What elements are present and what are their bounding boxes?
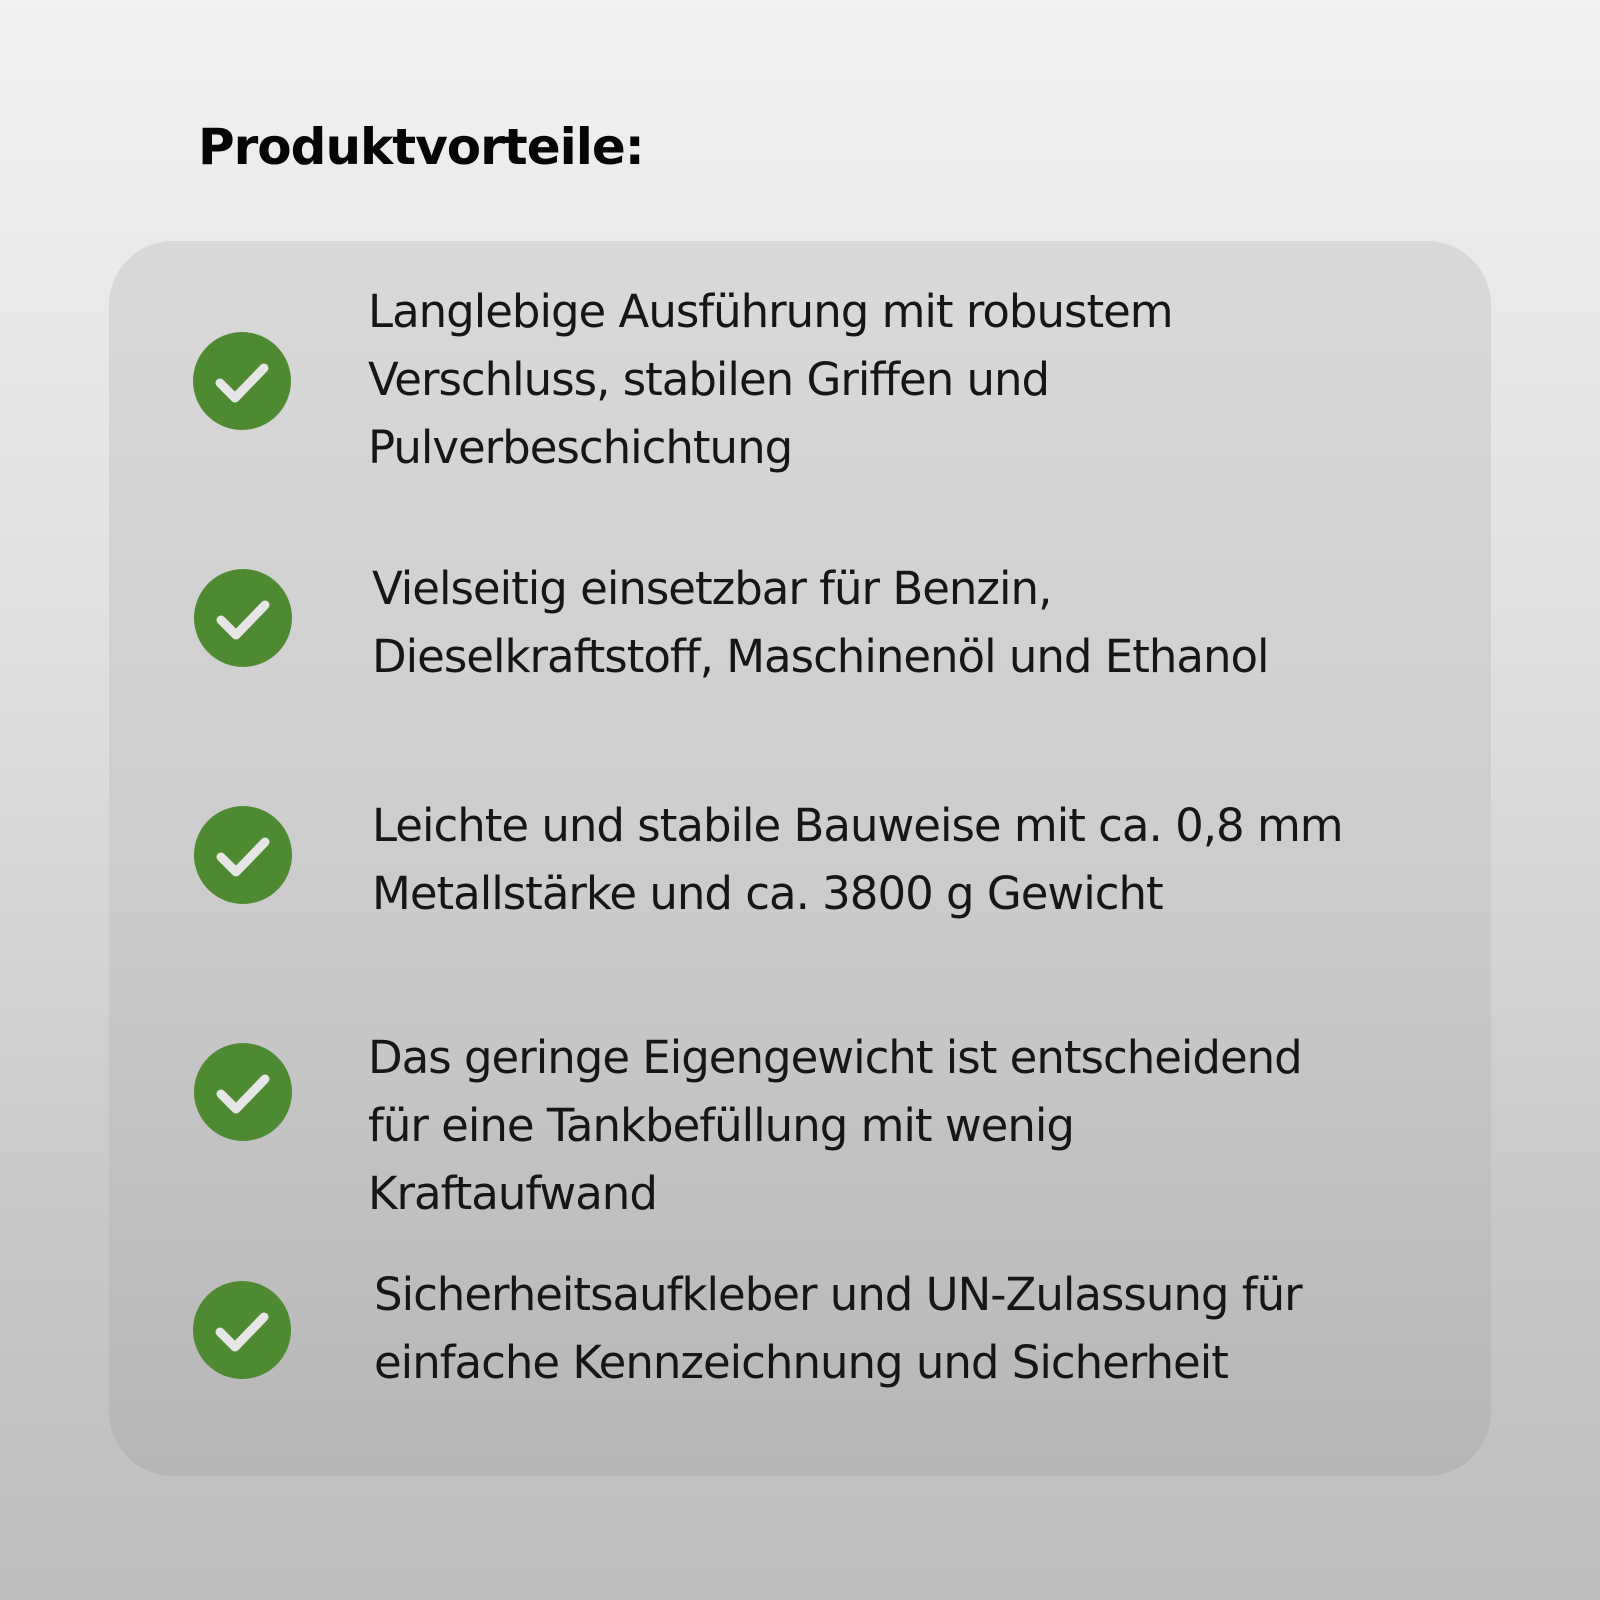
check-circle-icon <box>194 806 292 904</box>
benefit-line: für eine Tankbefüllung mit wenig <box>368 1099 1074 1152</box>
benefit-line: Das geringe Eigengewicht ist entscheidend <box>368 1031 1302 1084</box>
benefit-text-3 <box>372 792 1343 928</box>
benefit-text-1 <box>368 278 1173 482</box>
check-circle-icon <box>194 569 292 667</box>
benefit-text-5 <box>374 1261 1302 1397</box>
benefit-text-2 <box>372 555 1269 691</box>
check-circle-icon <box>193 1281 291 1379</box>
benefit-line: Leichte und stabile Bauweise mit ca. 0,8 mm <box>372 799 1343 852</box>
check-circle-icon <box>193 332 291 430</box>
benefit-line: Langlebige Ausführung mit robustem <box>368 285 1173 338</box>
benefit-line: Vielseitig einsetzbar für Benzin, <box>372 562 1052 615</box>
benefit-line: einfache Kennzeichnung und Sicherheit <box>374 1336 1228 1389</box>
benefit-line: Dieselkraftstoff, Maschinenöl und Ethanol <box>372 630 1269 683</box>
page-title: Produktvorteile: <box>198 118 644 176</box>
benefit-line: Verschluss, stabilen Griffen und <box>368 353 1050 406</box>
check-circle-icon <box>194 1043 292 1141</box>
benefit-text-4 <box>368 1024 1302 1228</box>
benefit-line: Sicherheitsaufkleber und UN-Zulassung für <box>374 1268 1302 1321</box>
benefit-line: Kraftaufwand <box>368 1167 657 1220</box>
benefit-line: Pulverbeschichtung <box>368 421 793 474</box>
benefit-line: Metallstärke und ca. 3800 g Gewicht <box>372 867 1163 920</box>
